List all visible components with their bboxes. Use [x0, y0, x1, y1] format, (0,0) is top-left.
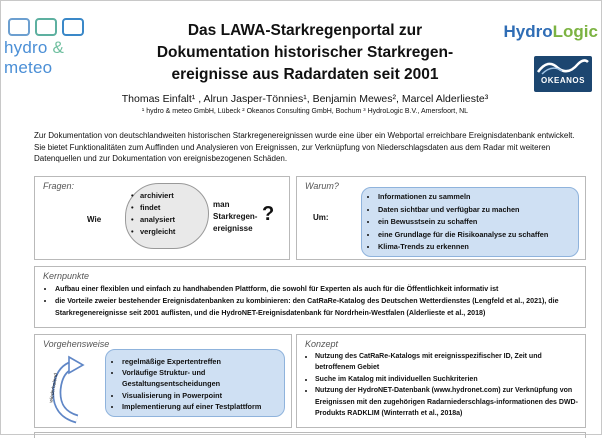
cloud-item: • findet — [140, 202, 208, 214]
list-item: • Visualisierung in Powerpoint — [122, 390, 284, 401]
hydro-meteo-wordmark: hydro & meteo — [4, 38, 64, 77]
list-item: • die Vorteile zweier bestehender Ereignisdatenbanken zu kombinieren: den CatRaRe-Katalog des Deutschen Wetterdienstes (Lengfeld et al., 2021), die Starkregenereignisse seit 2001 auflisten, und die HydroNET-Ereignisdatenbank für Nordrhein-Westfalen (Alderlieste et al., 2018) — [55, 295, 579, 319]
arrow-label: wiederholend — [48, 372, 60, 404]
warum-box — [296, 176, 586, 260]
list-item: • Klima-Trends zu erkennen — [378, 241, 578, 254]
kernpunkte-heading: Kernpunkte — [43, 271, 90, 281]
um-label: Um: — [313, 213, 329, 222]
cloud-item: • archiviert — [140, 190, 208, 202]
warum-heading: Warum? — [305, 181, 339, 191]
fragen-box — [34, 176, 290, 260]
list-item: • Suche im Katalog mit individuellen Suchkriterien — [315, 374, 581, 385]
konzept-list — [305, 351, 581, 419]
list-item: • Nutzung des CatRaRe-Katalogs mit ereignisspezifischer ID, Zeit und betroffenem Gebiet — [315, 351, 581, 374]
warum-list — [361, 187, 579, 257]
vorgehensweise-list — [105, 349, 285, 417]
question-cloud — [125, 183, 209, 249]
list-item: • Implementierung auf einer Testplattform — [122, 401, 284, 412]
next-section-box — [34, 432, 586, 438]
question-mark: ? — [262, 203, 275, 225]
list-item: • Daten sichtbar und verfügbar zu machen — [378, 204, 578, 217]
konzept-box — [296, 334, 586, 428]
list-item: • ein Bewusstsein zu schaffen — [378, 216, 578, 229]
kernpunkte-list — [43, 283, 579, 319]
cloud-icon — [8, 18, 30, 36]
list-item: • Vorläufige Struktur- und Gestaltungsentscheidungen — [122, 367, 284, 389]
man-label: man Starkregen- ereignisse — [213, 200, 258, 233]
list-item: • eine Grundlage für die Risikoanalyse zu schaffen — [378, 229, 578, 242]
cloud-item: • vergleicht — [140, 226, 208, 238]
fragen-heading: Fragen: — [43, 181, 75, 191]
vorgehensweise-heading: Vorgehensweise — [43, 339, 110, 349]
list-item: • regelmäßige Expertentreffen — [122, 356, 284, 367]
hydrologic-logo: HydroLogic — [503, 22, 598, 41]
hydro-meteo-logo — [4, 18, 112, 77]
people-icon — [62, 18, 84, 36]
intro-paragraph: Zur Dokumentation von deutschlandweiten historischen Starkregenereignissen wurde eine über ein Webportal erreichbare Ereignisdatenbank entwickelt. Sie bietet Funktionalitäten zum Auffinden und Analysieren von Ereignissen, zur Verknüpfung von Niederschlagsdaten aus dem Radar mit weiteren Datenquellen und zur Dokumentation von ereignisbezogenen Schäden. — [34, 131, 575, 163]
house-icon — [35, 18, 57, 36]
okeanos-logo: OKEANOS — [534, 56, 592, 92]
kernpunkte-box — [34, 266, 586, 328]
konzept-heading: Konzept — [305, 339, 339, 349]
affiliations: ¹ hydro & meteo GmbH, Lübeck ² Okeanos Consulting GmbH, Bochum ³ HydroLogic B.V., Amersfoort, NL — [141, 108, 469, 115]
authors: Thomas Einfalt¹ , Alrun Jasper-Tönnies¹, Benjamin Mewes², Marcel Alderlieste³ — [121, 93, 489, 105]
cloud-item: • analysiert — [140, 214, 208, 226]
list-item: • Nutzung der HydroNET-Datenbank (www.hydronet.com) zur Verknüpfung von Ereignissen mit den zugehörigen Radarniederschlags-informationen des DWD-Produkts RADKLIM (Winterrath et al., 2018a) — [315, 385, 581, 419]
list-item: • Informationen zu sammeln — [378, 191, 578, 204]
wave-icon — [534, 56, 592, 76]
list-item: • Aufbau einer flexiblen und einfach zu handhabenden Plattform, die sowohl für Experten als auch für die Öffentlichkeit informativ ist — [55, 283, 579, 295]
poster-title: Das LAWA-Starkregenportal zur Dokumentation historischer Starkregen- ereignisse aus Radardaten seit 2001 — [156, 22, 454, 83]
wie-label: Wie — [87, 215, 102, 224]
repeat-arrow-icon — [49, 355, 87, 425]
vorgehensweise-box — [34, 334, 292, 428]
